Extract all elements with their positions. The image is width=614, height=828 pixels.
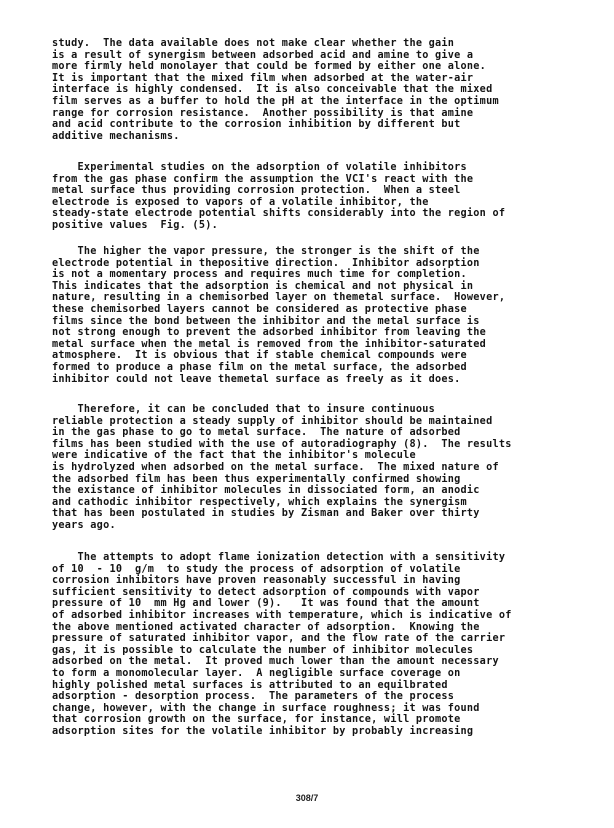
paragraph-line: films has been studied with the use of autoradiography (8). The results — [52, 438, 512, 450]
paragraph-line: It is important that the mixed film when adsorbed at the water-air — [52, 72, 474, 84]
paragraph-line: adsorption sites for the volatile inhibitor by probably increasing — [52, 725, 474, 737]
paragraph-line: corrosion inhibitors have proven reasonably successful in having — [52, 575, 461, 587]
paragraph-line: metal surface when the metal is removed from the inhibitor-saturated — [52, 338, 487, 350]
paragraph-line: The attempts to adopt flame ionization detection with a sensitivity — [52, 552, 506, 563]
paragraph-line: highly polished metal surfaces is attributed to an equilbrated — [52, 679, 448, 691]
paragraph-line: reliable protection a steady supply of inhibitor should be maintained — [52, 415, 493, 427]
paragraph-4 — [52, 404, 610, 532]
paragraph-line: inhibitor could not leave themetal surface as freely as it does. — [52, 373, 461, 385]
paragraph-line: positive values Fig. (5). — [52, 219, 218, 231]
paragraph-line: and acid contribute to the corrosion inhibition by different but — [52, 119, 461, 131]
paragraph-line: not strong enough to prevent the adsorbed inhibitor from leaving the — [52, 327, 487, 339]
paragraph-line: nature, resulting in a chemisorbed layer on themetal surface. However, — [52, 292, 506, 304]
paragraph-line: adsorbed on the metal. It proved much lower than the amount necessary — [52, 656, 499, 668]
paragraph-line: films since the bond between the inhibitor and the metal surface is — [52, 315, 480, 327]
paragraph-line: change, however, with the change in surface roughness; it was found — [52, 702, 480, 714]
paragraph-line: years ago. — [52, 519, 116, 531]
paragraph-line: film serves as a buffer to hold the pH at the interface in the optimum — [52, 95, 499, 107]
paragraph-line: of adsorbed inhibitor increases with temperature, which is indicative of — [52, 609, 512, 621]
paragraph-line: The higher the vapor pressure, the stronger is the shift of the — [52, 246, 480, 257]
paragraph-line: atmosphere. It is obvious that if stable chemical compounds were — [52, 350, 467, 362]
paragraph-line: range for corrosion resistance. Another possibility is that amine — [52, 107, 474, 119]
paragraph-line: pressure of 10 mm Hg and lower (9). It was found that the amount — [52, 598, 480, 610]
paragraph-line: sufficient sensitivity to detect adsorption of compounds with vapor — [52, 586, 480, 598]
paragraph-line: steady-state electrode potential shifts considerably into the region of — [52, 208, 506, 220]
paragraph-line: study. The data available does not make clear whether the gain — [52, 38, 455, 49]
paragraph-2 — [52, 162, 610, 232]
paragraph-line: interface is highly condensed. It is also conceivable that the mixed — [52, 84, 493, 96]
paragraph-1 — [52, 38, 610, 142]
paragraph-line: and cathodic inhibitor respectively, which explains the synergism — [52, 496, 467, 508]
paragraph-line: electrode is exposed to vapors of a volatile inhibitor, the — [52, 196, 429, 208]
paragraph-line: from the gas phase confirm the assumption the VCI's react with the — [52, 173, 474, 185]
paragraph-line: This indicates that the adsorption is chemical and not physical in — [52, 280, 474, 292]
paragraph-line: pressure of saturated inhibitor vapor, and the flow rate of the carrier — [52, 633, 506, 645]
paragraph-line: these chemisorbed layers cannot be considered as protective phase — [52, 303, 467, 315]
paragraph-line: metal surface thus providing corrosion protection. When a steel — [52, 185, 461, 197]
page-number: 308/7 — [295, 793, 319, 803]
paragraph-line: Therefore, it can be concluded that to insure continuous — [52, 404, 436, 415]
paragraph-line: electrode potential in thepositive direction. Inhibitor adsorption — [52, 257, 480, 269]
paragraph-line: is a result of synergism between adsorbed acid and amine to give a — [52, 49, 474, 61]
paragraph-line: adsorption - desorption process. The parameters of the process — [52, 691, 455, 703]
paragraph-line: to form a monomolecular layer. A negligible surface coverage on — [52, 667, 461, 679]
paragraph-line: the adsorbed film has been thus experimentally confirmed showing — [52, 473, 461, 485]
paragraph-line: is hydrolyzed when adsorbed on the metal surface. The mixed nature of — [52, 461, 499, 473]
paragraph-line: additive mechanisms. — [52, 130, 180, 142]
paragraph-line: the above mentioned activated character of adsorption. Knowing the — [52, 621, 480, 633]
paragraph-line: that has been postulated in studies by Zisman and Baker over thirty — [52, 508, 480, 520]
paragraph-line: gas, it is possible to calculate the number of inhibitor molecules — [52, 644, 474, 656]
paragraph-line: is not a momentary process and requires much time for completion. — [52, 269, 467, 281]
paragraph-3 — [52, 246, 610, 385]
paragraph-line: Experimental studies on the adsorption of volatile inhibitors — [52, 162, 467, 173]
paragraph-line: that corrosion growth on the surface, for instance, will promote — [52, 714, 461, 726]
paragraph-line: more firmly held monolayer that could be formed by either one alone. — [52, 61, 487, 73]
paragraph-line: in the gas phase to go to metal surface. The nature of adsorbed — [52, 427, 461, 439]
paragraph-5 — [52, 552, 610, 738]
paragraph-line: the existance of inhibitor molecules in dissociated form, an anodic — [52, 485, 480, 497]
paragraph-line: were indicative of the fact that the inhibitor's molecule — [52, 450, 416, 462]
paragraph-line: formed to produce a phase film on the metal surface, the adsorbed — [52, 361, 467, 373]
paragraph-line: of 10 - 10 g/m to study the process of adsorption of volatile — [52, 563, 461, 575]
